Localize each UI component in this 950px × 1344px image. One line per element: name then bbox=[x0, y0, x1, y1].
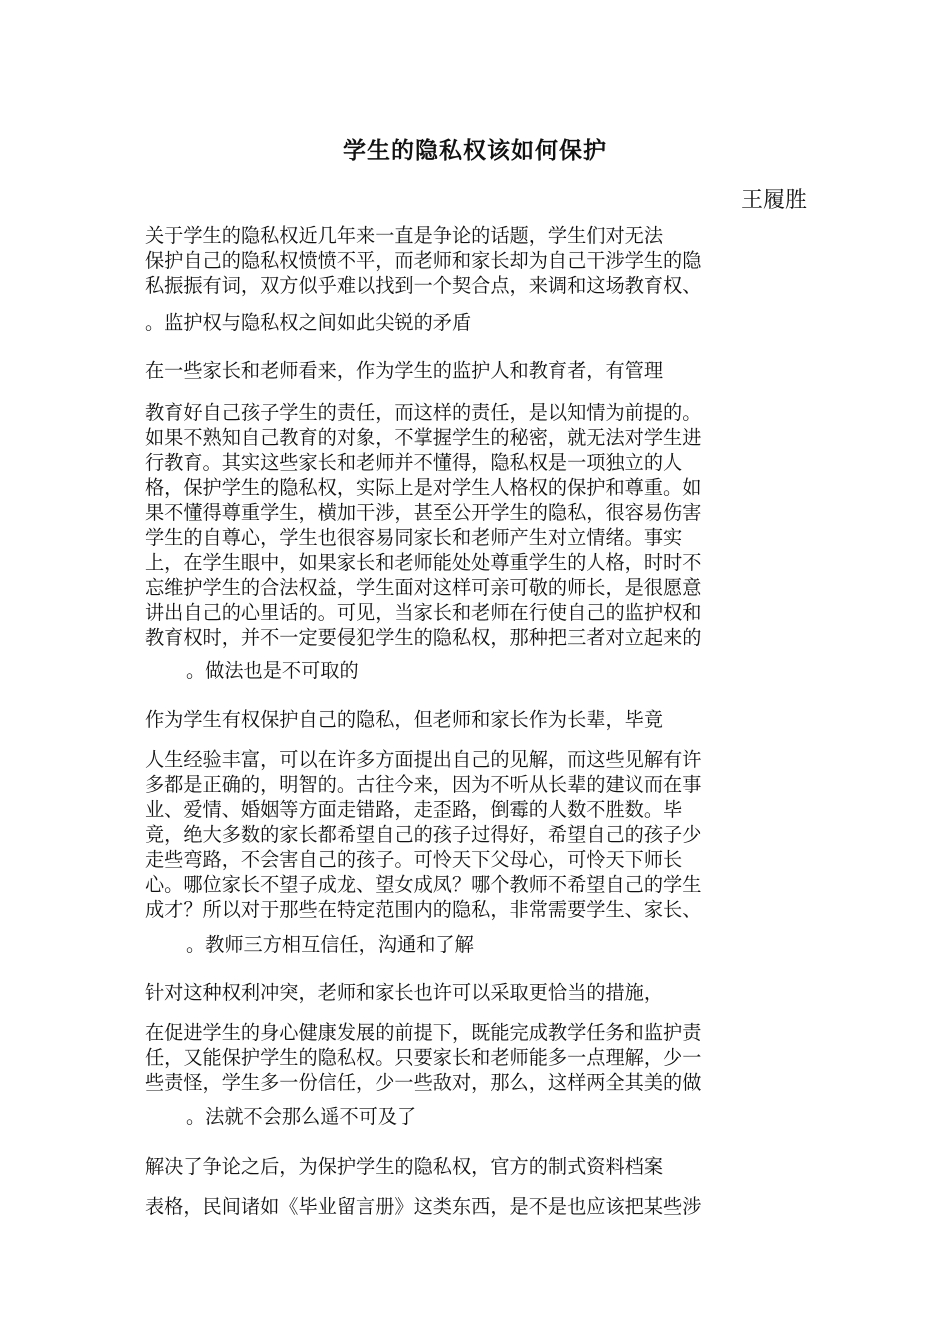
text-line: 心。哪位家长不望子成龙、望女成凤？哪个教师不希望自己的学生 bbox=[145, 873, 702, 896]
text-line: 关于学生的隐私权近几年来一直是争论的话题，学生们对无法 bbox=[145, 224, 664, 247]
text-line: 保护自己的隐私权愤愤不平，而老师和家长却为自己干涉学生的隐 bbox=[145, 249, 702, 272]
text-line: 。监护权与隐私权之间如此尖锐的矛盾 bbox=[145, 311, 472, 334]
text-line: 些责怪，学生多一份信任，少一些敌对，那么，这样两全其美的做 bbox=[145, 1071, 702, 1094]
text-line: 行教育。其实这些家长和老师并不懂得，隐私权是一项独立的人 bbox=[145, 451, 683, 474]
text-line: 业、爱情、婚姻等方面走错路，走歪路，倒霉的人数不胜数。毕 bbox=[145, 798, 683, 821]
text-line: 任，又能保护学生的隐私权。只要家长和老师能多一点理解，少一 bbox=[145, 1046, 702, 1069]
text-line: 如果不熟知自己教育的对象，不掌握学生的秘密，就无法对学生进 bbox=[145, 426, 702, 449]
text-line: 忘维护学生的合法权益，学生面对这样可亲可敬的师长，是很愿意 bbox=[145, 576, 702, 599]
text-line: 格，保护学生的隐私权，实际上是对学生人格权的保护和尊重。如 bbox=[145, 476, 702, 499]
text-line: 竟，绝大多数的家长都希望自己的孩子过得好，希望自己的孩子少 bbox=[145, 823, 702, 846]
text-line: 。法就不会那么遥不可及了 bbox=[186, 1105, 417, 1128]
text-line: 上，在学生眼中，如果家长和老师能处处尊重学生的人格，时时不 bbox=[145, 551, 702, 574]
text-line: 在一些家长和老师看来，作为学生的监护人和教育者，有管理 bbox=[145, 359, 664, 382]
text-line: 讲出自己的心里话的。可见，当家长和老师在行使自己的监护权和 bbox=[145, 601, 702, 624]
document-title: 学生的隐私权该如何保护 bbox=[343, 138, 607, 164]
text-line: 果不懂得尊重学生，横加干涉，甚至公开学生的隐私，很容易伤害 bbox=[145, 501, 702, 524]
text-line: 针对这种权利冲突，老师和家长也许可以采取更恰当的措施， bbox=[145, 981, 664, 1004]
text-line: 。教师三方相互信任，沟通和了解 bbox=[186, 933, 474, 956]
text-line: 多都是正确的，明智的。古往今来，因为不听从长辈的建议而在事 bbox=[145, 773, 702, 796]
text-line: 解决了争论之后，为保护学生的隐私权，官方的制式资料档案 bbox=[145, 1155, 664, 1178]
text-line: 在促进学生的身心健康发展的前提下，既能完成教学任务和监护责 bbox=[145, 1021, 702, 1044]
text-line: 教育好自己孩子学生的责任，而这样的责任，是以知情为前提的。 bbox=[145, 401, 702, 424]
text-line: 走些弯路，不会害自己的孩子。可怜天下父母心，可怜天下师长 bbox=[145, 848, 683, 871]
text-line: 成才？所以对于那些在特定范围内的隐私，非常需要学生、家长、 bbox=[145, 898, 702, 921]
text-line: 学生的自尊心，学生也很容易同家长和老师产生对立情绪。事实 bbox=[145, 526, 683, 549]
text-line: 教育权时，并不一定要侵犯学生的隐私权，那种把三者对立起来的 bbox=[145, 626, 702, 649]
text-line: 。做法也是不可取的 bbox=[186, 659, 359, 682]
document-author: 王履胜 bbox=[740, 188, 807, 213]
text-line: 人生经验丰富，可以在许多方面提出自己的见解，而这些见解有许 bbox=[145, 748, 702, 771]
text-line: 私振振有词，双方似乎难以找到一个契合点，来调和这场教育权、 bbox=[145, 274, 702, 297]
text-line: 作为学生有权保护自己的隐私，但老师和家长作为长辈，毕竟 bbox=[145, 708, 664, 731]
text-line: 表格，民间诸如《毕业留言册》这类东西，是不是也应该把某些涉 bbox=[145, 1195, 702, 1218]
